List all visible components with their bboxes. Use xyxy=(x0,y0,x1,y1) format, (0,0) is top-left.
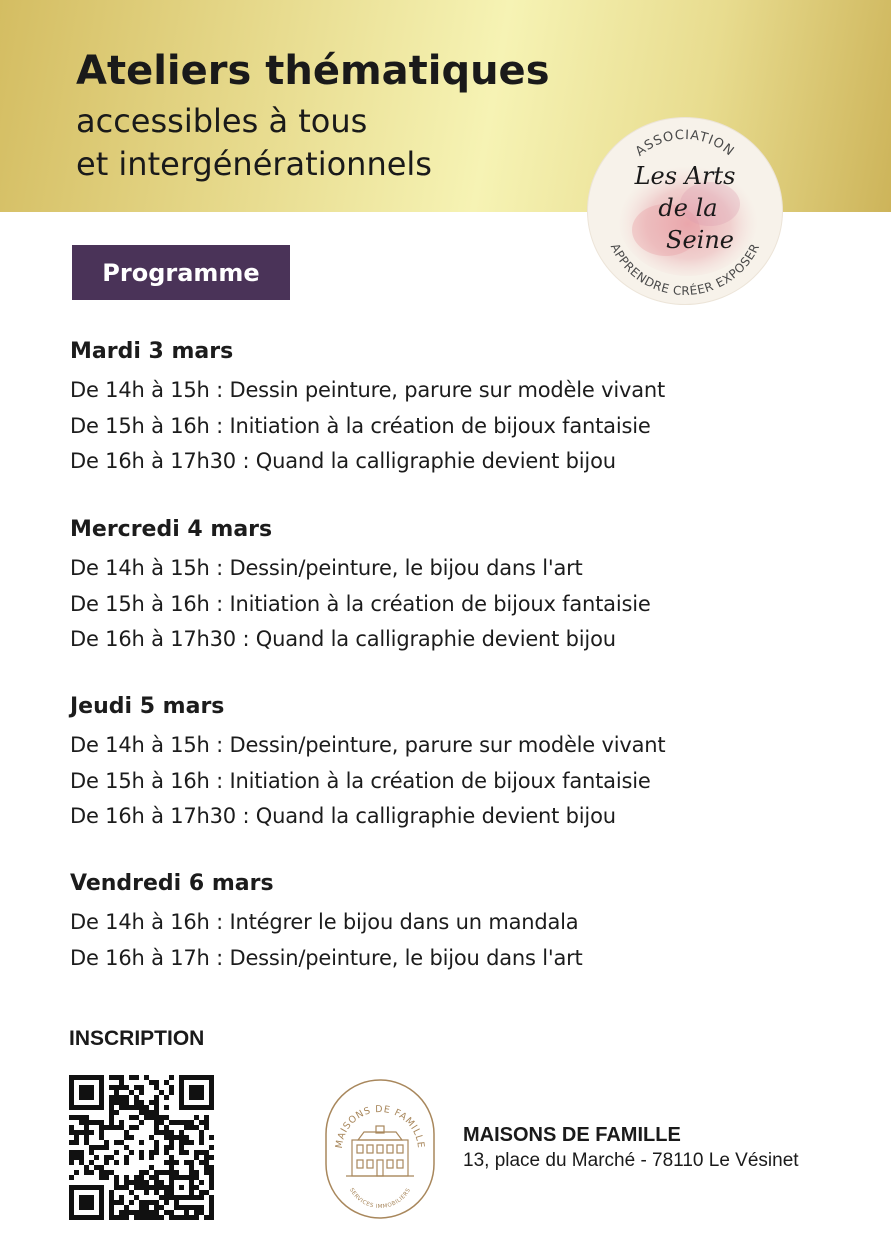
session-item: De 16h à 17h : Dessin/peinture, le bijou dans l'art xyxy=(70,945,583,970)
session-item: De 14h à 16h : Intégrer le bijou dans un mandala xyxy=(70,910,579,934)
organizer-name: MAISONS DE FAMILLE xyxy=(463,1124,681,1146)
programme-label: Programme xyxy=(72,245,290,300)
day-block-jeudi xyxy=(70,693,870,835)
badge-name-line-3: Seine xyxy=(666,226,734,254)
day-title: Jeudi 5 mars xyxy=(70,694,225,719)
day-title: Mardi 3 mars xyxy=(70,339,234,364)
subtitle-line-2: et intergénérationnels xyxy=(76,145,432,183)
page-title: Ateliers thématiques xyxy=(76,48,550,94)
organizer-address: 13, place du Marché - 78110 Le Vésinet xyxy=(463,1150,799,1171)
day-title: Vendredi 6 mars xyxy=(70,871,274,896)
session-item: De 15h à 16h : Initiation à la création de bijoux fantaisie xyxy=(70,768,651,793)
association-logo xyxy=(588,118,782,304)
day-block-mercredi xyxy=(70,516,870,658)
logo-bottom-text: SERVICES IMMOBILIERS xyxy=(347,1187,413,1211)
badge-name-line-2: de la xyxy=(658,194,718,222)
session-item: De 16h à 17h30 : Quand la calligraphie devient bijou xyxy=(70,627,616,651)
session-item: De 15h à 16h : Initiation à la création de bijoux fantaisie xyxy=(70,591,651,616)
session-item: De 15h à 16h : Initiation à la création de bijoux fantaisie xyxy=(70,413,651,438)
inscription-heading: INSCRIPTION xyxy=(69,1027,205,1050)
badge-bottom-text: APPRENDRE CRÉER EXPOSER xyxy=(607,241,763,299)
svg-text:ASSOCIATION xyxy=(633,128,737,160)
subtitle-line-1: accessibles à tous xyxy=(76,102,368,140)
maisons-de-famille-logo xyxy=(324,1078,436,1220)
day-title: Mercredi 4 mars xyxy=(70,517,273,542)
inscription-qr-code[interactable] xyxy=(69,1075,214,1220)
session-item: De 14h à 15h : Dessin/peinture, parure sur modèle vivant xyxy=(70,733,666,757)
day-block-vendredi xyxy=(70,870,870,976)
session-item: De 14h à 15h : Dessin/peinture, le bijou dans l'art xyxy=(70,556,583,580)
badge-top-text: ASSOCIATION xyxy=(632,127,738,160)
logo-arc-text: MAISONS DE FAMILLE xyxy=(333,1103,427,1150)
session-item: De 16h à 17h30 : Quand la calligraphie devient bijou xyxy=(70,449,616,473)
day-block-mardi xyxy=(70,338,870,480)
svg-text:SERVICES IMMOBILIERS xyxy=(348,1187,412,1210)
session-item: De 16h à 17h30 : Quand la calligraphie devient bijou xyxy=(70,804,616,828)
badge-name-line-1: Les Arts xyxy=(634,162,736,190)
session-item: De 14h à 15h : Dessin peinture, parure sur modèle vivant xyxy=(70,378,666,402)
